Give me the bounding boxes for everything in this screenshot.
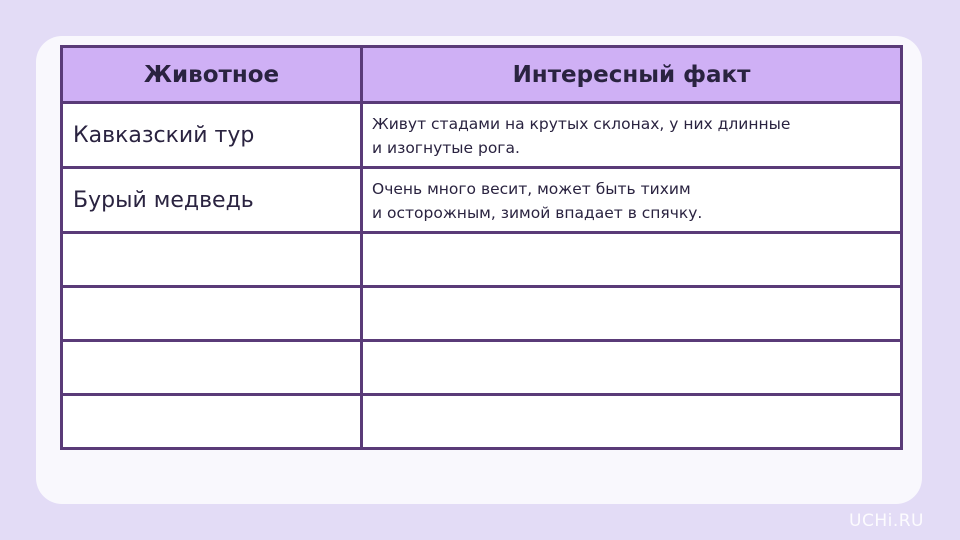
fact-cell-empty <box>362 287 902 341</box>
uchi-ru-watermark: UCHi.RU <box>849 511 924 531</box>
fact-cell: Живут стадами на крутых склонах, у них длинные и изогнутые рога. <box>362 103 902 168</box>
table-row-empty <box>62 395 902 449</box>
fact-cell: Очень много весит, может быть тихим и осторожным, зимой впадает в спячку. <box>362 168 902 233</box>
header-interesting-fact: Интересный факт <box>362 47 902 103</box>
table-row-empty <box>62 287 902 341</box>
animal-cell-empty <box>62 341 362 395</box>
animals-facts-table <box>60 45 903 450</box>
animal-cell-empty <box>62 395 362 449</box>
table-row <box>62 103 902 168</box>
table-row <box>62 168 902 233</box>
table-header-row <box>62 47 902 103</box>
fact-cell-empty <box>362 341 902 395</box>
animal-cell-empty <box>62 287 362 341</box>
animal-cell-empty <box>62 233 362 287</box>
animal-cell: Бурый медведь <box>62 168 362 233</box>
fact-cell-empty <box>362 395 902 449</box>
header-animal: Животное <box>62 47 362 103</box>
fact-cell-empty <box>362 233 902 287</box>
table-row-empty <box>62 233 902 287</box>
animal-cell: Кавказский тур <box>62 103 362 168</box>
table-row-empty <box>62 341 902 395</box>
